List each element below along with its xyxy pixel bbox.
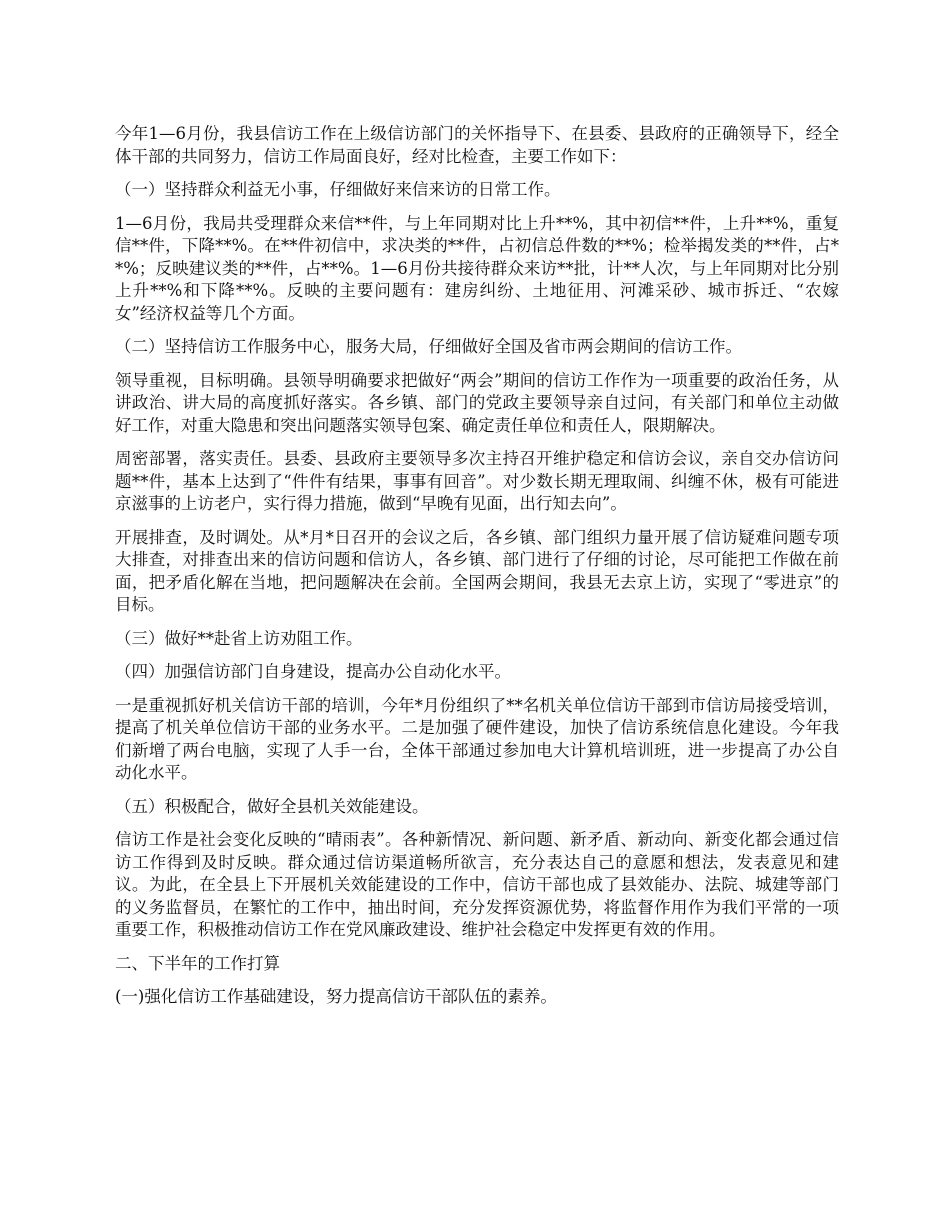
deployment-paragraph: 周密部署，落实责任。县委、县政府主要领导多次主持召开维护稳定和信访会议，亲自交办信访问题**件，基本上达到了“件件有结果，事事有回音”。对少数长期无理取闹、纠缠不休，极有可能进京滋事的上访老户，实行得力措施，做到“早晚有见面，出行知去向”。 xyxy=(115,449,839,513)
subsection-heading-1: (一)强化信访工作基础建设，努力提高信访干部队伍的素养。 xyxy=(115,987,557,1006)
section-heading-4: （四）加强信访部门自身建设，提高办公自动化水平。 xyxy=(115,662,511,681)
intro-paragraph: 今年1—6月份，我县信访工作在上级信访部门的关怀指导下、在县委、县政府的正确领导下，经全体干部的共同努力，信访工作局面良好，经对比检查，主要工作如下： xyxy=(115,124,839,166)
section-heading-1: （一）坚持群众利益无小事，仔细做好来信来访的日常工作。 xyxy=(115,180,561,199)
leadership-paragraph: 领导重视，目标明确。县领导明确要求把做好“两会”期间的信访工作作为一项重要的政治任务，从讲政治、讲大局的高度抓好落实。各乡镇、部门的党政主要领导亲自过问，有关部门和单位主动做好工作，对重大隐患和突出问题落实领导包案、确定责任单位和责任人，限期解决。 xyxy=(115,370,839,435)
efficiency-paragraph: 信访工作是社会变化反映的“晴雨表”。各种新情况、新问题、新矛盾、新动向、新变化都会通过信访工作得到及时反映。群众通过信访渠道畅所欲言，充分表达自己的意愿和想法，发表意见和建议。为此，在全县上下开展机关效能建设的工作中，信访干部也成了县效能办、法院、城建等部门的义务监督员，在繁忙的工作中，抽出时间，充分发挥资源优势，将监督作用作为我们平常的一项重要工作，积极推动信访工作在党风廉政建设、维护社会稳定中发挥更有效的作用。 xyxy=(115,830,839,939)
second-half-heading: 二、下半年的工作打算 xyxy=(115,953,280,973)
section-heading-5: （五）积极配合，做好全县机关效能建设。 xyxy=(115,796,429,816)
training-paragraph: 一是重视抓好机关信访干部的培训，今年*月份组织了**名机关单位信访干部到市信访局接受培训，提高了机关单位信访干部的业务水平。二是加强了硬件建设，加快了信访系统信息化建设。今年我们新增了两台电脑，实现了人手一台，全体干部通过参加电大计算机培训班，进一步提高了办公自动化水平。 xyxy=(115,695,839,782)
letters-visits-paragraph: 1—6月份，我局共受理群众来信**件，与上年同期对比上升**%，其中初信**件，上升**%，重复信**件，下降**%。在**件初信中，求决类的**件，占初信总件数的**%；检举揭发类的**件，占**%；反映建议类的**件，占**%。1—6月份共接待群众来访**批，计**人次，与上年同期对比分别上升**%和下降**%。反映的主要问题有：建房纠纷、土地征用、河滩采砂、城市拆迁、“农嫁女”经济权益等几个方面。 xyxy=(115,213,839,323)
document-body xyxy=(115,123,839,1020)
section-heading-3: （三）做好**赴省上访劝阻工作。 xyxy=(115,628,363,648)
section-heading-2: （二）坚持信访工作服务中心，服务大局，仔细做好全国及省市两会期间的信访工作。 xyxy=(115,337,742,356)
investigation-paragraph: 开展排查，及时调处。从*月*日召开的会议之后，各乡镇、部门组织力量开展了信访疑难问题专项大排查，对排查出来的信访问题和信访人，各乡镇、部门进行了仔细的讨论，尽可能把工作做在前面，把矛盾化解在当地，把问题解决在会前。全国两会期间，我县无去京上访，实现了“零进京”的目标。 xyxy=(115,527,839,614)
